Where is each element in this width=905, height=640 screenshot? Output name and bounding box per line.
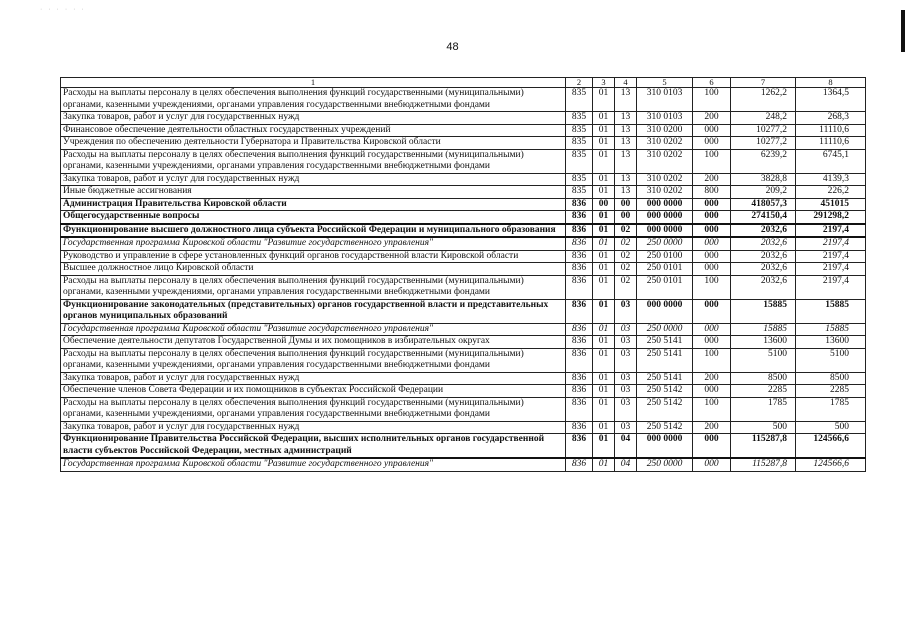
- row-amount-1-cell: 2032,6: [731, 275, 796, 299]
- row-rz-cell: 01: [593, 372, 615, 385]
- table-row: [61, 372, 866, 385]
- row-amount-2-cell: 2197,4: [796, 263, 866, 276]
- row-name-cell: Закупка товаров, работ и услуг для государственных нужд: [61, 421, 566, 434]
- row-amount-2-cell: 13600: [796, 336, 866, 349]
- row-pr-cell: 03: [615, 397, 637, 421]
- row-name-cell: Функционирование законодательных (представительных) органов государственной власти и представительных органов муниципальных образований: [61, 299, 566, 323]
- row-name-cell: Иные бюджетные ассигнования: [61, 186, 566, 199]
- row-csr-cell: 250 0000: [637, 237, 693, 250]
- row-ved-cell: 836: [566, 434, 593, 459]
- row-vr-cell: 200: [693, 173, 731, 186]
- table-row: [61, 421, 866, 434]
- row-pr-cell: 02: [615, 263, 637, 276]
- row-rz-cell: 01: [593, 458, 615, 471]
- table-row: [61, 173, 866, 186]
- row-vr-cell: 100: [693, 88, 731, 112]
- row-amount-2-cell: 15885: [796, 323, 866, 336]
- row-amount-2-cell: 1785: [796, 397, 866, 421]
- row-vr-cell: 000: [693, 458, 731, 471]
- row-rz-cell: 01: [593, 124, 615, 137]
- table-row: [61, 458, 866, 471]
- header-col-1: 1: [61, 78, 566, 88]
- row-ved-cell: 836: [566, 250, 593, 263]
- row-ved-cell: 836: [566, 348, 593, 372]
- row-amount-1-cell: 418057,3: [731, 198, 796, 211]
- row-ved-cell: 836: [566, 263, 593, 276]
- row-rz-cell: 01: [593, 299, 615, 323]
- row-csr-cell: 250 5141: [637, 348, 693, 372]
- table-row: [61, 385, 866, 398]
- header-col-6: 6: [693, 78, 731, 88]
- row-csr-cell: 250 5141: [637, 336, 693, 349]
- row-rz-cell: 01: [593, 434, 615, 459]
- row-pr-cell: 02: [615, 275, 637, 299]
- budget-table-body: [61, 78, 866, 472]
- row-vr-cell: 000: [693, 263, 731, 276]
- row-pr-cell: 04: [615, 434, 637, 459]
- row-amount-1-cell: 5100: [731, 348, 796, 372]
- row-ved-cell: 836: [566, 397, 593, 421]
- table-header-row: [61, 78, 866, 88]
- row-csr-cell: 310 0202: [637, 186, 693, 199]
- row-pr-cell: 02: [615, 224, 637, 238]
- scan-marks: · · · · · ·: [40, 6, 86, 13]
- row-pr-cell: 00: [615, 211, 637, 224]
- table-row: [61, 323, 866, 336]
- row-amount-2-cell: 2197,4: [796, 237, 866, 250]
- row-vr-cell: 000: [693, 323, 731, 336]
- row-csr-cell: 310 0202: [637, 173, 693, 186]
- row-csr-cell: 310 0202: [637, 149, 693, 173]
- row-csr-cell: 250 5142: [637, 385, 693, 398]
- row-amount-2-cell: 451015: [796, 198, 866, 211]
- row-csr-cell: 250 0000: [637, 323, 693, 336]
- budget-table: [60, 77, 866, 472]
- row-amount-2-cell: 124566,6: [796, 458, 866, 471]
- row-vr-cell: 000: [693, 237, 731, 250]
- table-row: [61, 124, 866, 137]
- row-csr-cell: 000 0000: [637, 224, 693, 238]
- row-ved-cell: 836: [566, 299, 593, 323]
- row-rz-cell: 01: [593, 112, 615, 125]
- row-name-cell: Расходы на выплаты персоналу в целях обеспечения выполнения функций государственными (муниципальными) органами, казенными учреждениями, органами управления государственными внебюджетными фондами: [61, 275, 566, 299]
- row-ved-cell: 836: [566, 211, 593, 224]
- row-name-cell: Администрация Правительства Кировской области: [61, 198, 566, 211]
- row-amount-1-cell: 1262,2: [731, 88, 796, 112]
- row-amount-1-cell: 10277,2: [731, 137, 796, 150]
- table-row: [61, 88, 866, 112]
- row-pr-cell: 13: [615, 137, 637, 150]
- table-row: [61, 275, 866, 299]
- row-amount-1-cell: 2032,6: [731, 263, 796, 276]
- table-row: [61, 250, 866, 263]
- row-rz-cell: 01: [593, 186, 615, 199]
- row-vr-cell: 200: [693, 421, 731, 434]
- row-csr-cell: 250 0100: [637, 250, 693, 263]
- row-rz-cell: 01: [593, 211, 615, 224]
- row-name-cell: Функционирование Правительства Российской Федерации, высших исполнительных органов государственной власти субъектов Российской Федерации, местных администраций: [61, 434, 566, 459]
- row-amount-1-cell: 115287,8: [731, 458, 796, 471]
- row-amount-2-cell: 5100: [796, 348, 866, 372]
- table-row: [61, 434, 866, 459]
- row-rz-cell: 01: [593, 397, 615, 421]
- row-vr-cell: 100: [693, 275, 731, 299]
- row-csr-cell: 000 0000: [637, 198, 693, 211]
- row-ved-cell: 836: [566, 458, 593, 471]
- row-pr-cell: 03: [615, 336, 637, 349]
- row-name-cell: Обеспечение членов Совета Федерации и их помощников в субъектах Российской Федерации: [61, 385, 566, 398]
- row-rz-cell: 01: [593, 237, 615, 250]
- row-vr-cell: 000: [693, 336, 731, 349]
- row-pr-cell: 03: [615, 323, 637, 336]
- row-rz-cell: 01: [593, 336, 615, 349]
- row-vr-cell: 000: [693, 124, 731, 137]
- table-row: [61, 112, 866, 125]
- row-pr-cell: 03: [615, 348, 637, 372]
- row-ved-cell: 836: [566, 323, 593, 336]
- row-amount-1-cell: 6239,2: [731, 149, 796, 173]
- row-amount-1-cell: 209,2: [731, 186, 796, 199]
- row-csr-cell: 250 5141: [637, 372, 693, 385]
- row-ved-cell: 835: [566, 186, 593, 199]
- row-vr-cell: 100: [693, 397, 731, 421]
- row-ved-cell: 836: [566, 224, 593, 238]
- row-csr-cell: 250 0000: [637, 458, 693, 471]
- row-vr-cell: 000: [693, 224, 731, 238]
- row-amount-2-cell: 226,2: [796, 186, 866, 199]
- table-row: [61, 397, 866, 421]
- row-rz-cell: 00: [593, 198, 615, 211]
- row-vr-cell: 000: [693, 299, 731, 323]
- row-amount-1-cell: 15885: [731, 323, 796, 336]
- row-vr-cell: 000: [693, 198, 731, 211]
- header-col-5: 5: [637, 78, 693, 88]
- row-pr-cell: 03: [615, 372, 637, 385]
- row-name-cell: Расходы на выплаты персоналу в целях обеспечения выполнения функций государственными (муниципальными) органами, казенными учреждениями, органами управления государственными внебюджетными фондами: [61, 397, 566, 421]
- row-pr-cell: 04: [615, 458, 637, 471]
- row-amount-1-cell: 8500: [731, 372, 796, 385]
- header-col-3: 3: [593, 78, 615, 88]
- row-amount-2-cell: 4139,3: [796, 173, 866, 186]
- row-rz-cell: 01: [593, 323, 615, 336]
- row-name-cell: Функционирование высшего должностного лица субъекта Российской Федерации и муниципального образования: [61, 224, 566, 238]
- row-vr-cell: 000: [693, 211, 731, 224]
- header-col-2: 2: [566, 78, 593, 88]
- row-name-cell: Обеспечение деятельности депутатов Государственной Думы и их помощников в избирательных округах: [61, 336, 566, 349]
- row-name-cell: Закупка товаров, работ и услуг для государственных нужд: [61, 173, 566, 186]
- row-pr-cell: 13: [615, 173, 637, 186]
- table-row: [61, 263, 866, 276]
- row-name-cell: Государственная программа Кировской области "Развитие государственного управления": [61, 458, 566, 471]
- row-name-cell: Государственная программа Кировской области "Развитие государственного управления": [61, 237, 566, 250]
- row-rz-cell: 01: [593, 263, 615, 276]
- row-amount-1-cell: 3828,8: [731, 173, 796, 186]
- row-rz-cell: 01: [593, 348, 615, 372]
- row-vr-cell: 100: [693, 348, 731, 372]
- table-row: [61, 336, 866, 349]
- row-amount-1-cell: 500: [731, 421, 796, 434]
- table-row: [61, 149, 866, 173]
- table-row: [61, 299, 866, 323]
- table-row: [61, 224, 866, 238]
- row-name-cell: Закупка товаров, работ и услуг для государственных нужд: [61, 112, 566, 125]
- row-csr-cell: 250 5142: [637, 421, 693, 434]
- row-name-cell: Руководство и управление в сфере установленных функций органов государственной власти Кировской области: [61, 250, 566, 263]
- row-ved-cell: 836: [566, 198, 593, 211]
- header-col-4: 4: [615, 78, 637, 88]
- row-rz-cell: 01: [593, 137, 615, 150]
- row-ved-cell: 835: [566, 173, 593, 186]
- row-ved-cell: 835: [566, 88, 593, 112]
- row-rz-cell: 01: [593, 88, 615, 112]
- row-csr-cell: 000 0000: [637, 299, 693, 323]
- table-row: [61, 186, 866, 199]
- row-pr-cell: 00: [615, 198, 637, 211]
- table-row: [61, 237, 866, 250]
- row-amount-2-cell: 2197,4: [796, 275, 866, 299]
- row-ved-cell: 836: [566, 336, 593, 349]
- row-csr-cell: 250 0101: [637, 263, 693, 276]
- row-ved-cell: 836: [566, 275, 593, 299]
- row-amount-1-cell: 248,2: [731, 112, 796, 125]
- row-amount-2-cell: 124566,6: [796, 434, 866, 459]
- row-name-cell: Расходы на выплаты персоналу в целях обеспечения выполнения функций государственными (муниципальными) органами, казенными учреждениями, органами управления государственными внебюджетными фондами: [61, 149, 566, 173]
- row-name-cell: Государственная программа Кировской области "Развитие государственного управления": [61, 323, 566, 336]
- row-amount-2-cell: 6745,1: [796, 149, 866, 173]
- page-number: 48: [446, 41, 459, 53]
- row-pr-cell: 03: [615, 299, 637, 323]
- row-pr-cell: 03: [615, 421, 637, 434]
- row-vr-cell: 000: [693, 434, 731, 459]
- row-amount-1-cell: 1785: [731, 397, 796, 421]
- row-name-cell: Учреждения по обеспечению деятельности Губернатора и Правительства Кировской области: [61, 137, 566, 150]
- row-pr-cell: 02: [615, 237, 637, 250]
- row-ved-cell: 836: [566, 237, 593, 250]
- header-col-7: 7: [731, 78, 796, 88]
- row-vr-cell: 100: [693, 149, 731, 173]
- row-vr-cell: 000: [693, 250, 731, 263]
- row-pr-cell: 03: [615, 385, 637, 398]
- table-row: [61, 348, 866, 372]
- row-amount-2-cell: 2285: [796, 385, 866, 398]
- row-amount-2-cell: 11110,6: [796, 137, 866, 150]
- row-pr-cell: 13: [615, 112, 637, 125]
- row-rz-cell: 01: [593, 224, 615, 238]
- row-amount-1-cell: 13600: [731, 336, 796, 349]
- row-amount-2-cell: 500: [796, 421, 866, 434]
- row-csr-cell: 310 0103: [637, 112, 693, 125]
- row-csr-cell: 000 0000: [637, 211, 693, 224]
- row-rz-cell: 01: [593, 173, 615, 186]
- row-rz-cell: 01: [593, 385, 615, 398]
- row-ved-cell: 836: [566, 372, 593, 385]
- row-vr-cell: 200: [693, 372, 731, 385]
- row-name-cell: Общегосударственные вопросы: [61, 211, 566, 224]
- row-ved-cell: 835: [566, 137, 593, 150]
- row-pr-cell: 13: [615, 186, 637, 199]
- row-amount-2-cell: 8500: [796, 372, 866, 385]
- row-pr-cell: 13: [615, 149, 637, 173]
- row-pr-cell: 02: [615, 250, 637, 263]
- row-csr-cell: 250 5142: [637, 397, 693, 421]
- row-ved-cell: 835: [566, 124, 593, 137]
- row-rz-cell: 01: [593, 250, 615, 263]
- row-amount-2-cell: 2197,4: [796, 224, 866, 238]
- row-amount-2-cell: 268,3: [796, 112, 866, 125]
- row-vr-cell: 000: [693, 385, 731, 398]
- row-csr-cell: 310 0200: [637, 124, 693, 137]
- row-name-cell: Высшее должностное лицо Кировской области: [61, 263, 566, 276]
- row-amount-2-cell: 291298,2: [796, 211, 866, 224]
- row-amount-2-cell: 11110,6: [796, 124, 866, 137]
- row-name-cell: Расходы на выплаты персоналу в целях обеспечения выполнения функций государственными (муниципальными) органами, казенными учреждениями, органами управления государственными внебюджетными фондами: [61, 88, 566, 112]
- row-amount-2-cell: 2197,4: [796, 250, 866, 263]
- row-csr-cell: 310 0103: [637, 88, 693, 112]
- row-csr-cell: 000 0000: [637, 434, 693, 459]
- row-amount-1-cell: 2032,6: [731, 237, 796, 250]
- row-ved-cell: 836: [566, 421, 593, 434]
- row-name-cell: Расходы на выплаты персоналу в целях обеспечения выполнения функций государственными (муниципальными) органами, казенными учреждениями, органами управления государственными внебюджетными фондами: [61, 348, 566, 372]
- row-amount-1-cell: 2285: [731, 385, 796, 398]
- table-row: [61, 211, 866, 224]
- row-rz-cell: 01: [593, 149, 615, 173]
- row-amount-1-cell: 274150,4: [731, 211, 796, 224]
- row-rz-cell: 01: [593, 275, 615, 299]
- header-col-8: 8: [796, 78, 866, 88]
- row-vr-cell: 200: [693, 112, 731, 125]
- row-csr-cell: 250 0101: [637, 275, 693, 299]
- row-ved-cell: 835: [566, 112, 593, 125]
- row-amount-1-cell: 2032,6: [731, 224, 796, 238]
- row-name-cell: Финансовое обеспечение деятельности областных государственных учреждений: [61, 124, 566, 137]
- row-ved-cell: 836: [566, 385, 593, 398]
- row-name-cell: Закупка товаров, работ и услуг для государственных нужд: [61, 372, 566, 385]
- row-vr-cell: 000: [693, 137, 731, 150]
- table-row: [61, 137, 866, 150]
- row-pr-cell: 13: [615, 88, 637, 112]
- table-row: [61, 198, 866, 211]
- row-pr-cell: 13: [615, 124, 637, 137]
- row-amount-2-cell: 15885: [796, 299, 866, 323]
- row-rz-cell: 01: [593, 421, 615, 434]
- row-ved-cell: 835: [566, 149, 593, 173]
- row-amount-1-cell: 2032,6: [731, 250, 796, 263]
- row-csr-cell: 310 0202: [637, 137, 693, 150]
- row-amount-2-cell: 1364,5: [796, 88, 866, 112]
- row-amount-1-cell: 15885: [731, 299, 796, 323]
- row-vr-cell: 800: [693, 186, 731, 199]
- row-amount-1-cell: 115287,8: [731, 434, 796, 459]
- row-amount-1-cell: 10277,2: [731, 124, 796, 137]
